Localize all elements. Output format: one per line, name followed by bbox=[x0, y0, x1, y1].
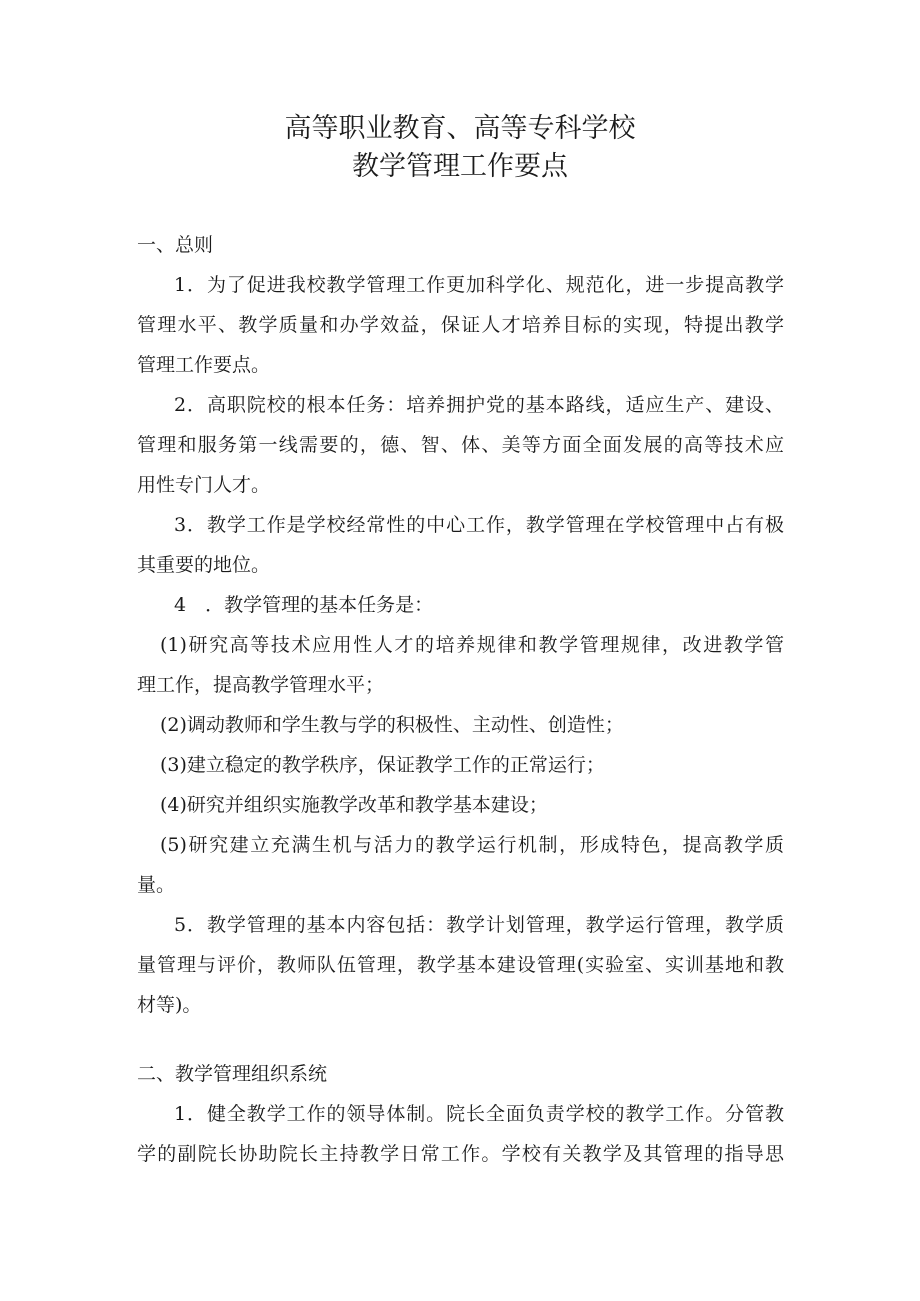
list-item-continuation: 理工作，提高教学管理水平； bbox=[137, 674, 385, 696]
paragraph-line: 学的副院长协助院长主持教学日常工作。学校有关教学及其管理的指导思 bbox=[137, 1143, 784, 1165]
paragraph-line: 3．教学工作是学校经常性的中心工作，教学管理在学校管理中占有极 bbox=[174, 514, 784, 536]
list-item: (2)调动教师和学生教与学的积极性、主动性、创造性； bbox=[160, 714, 624, 736]
paragraph-line: 2．高职院校的根本任务：培养拥护党的基本路线，适应生产、建设、 bbox=[174, 394, 784, 416]
document-title-line-2: 教学管理工作要点 bbox=[352, 151, 568, 182]
paragraph-line: 4 ．教学管理的基本任务是： bbox=[174, 594, 434, 616]
paragraph-line: 管理水平、教学质量和办学效益，保证人才培养目标的实现，特提出教学 bbox=[137, 314, 784, 336]
paragraph-line: 其重要的地位。 bbox=[137, 554, 271, 576]
paragraph-line: 管理工作要点。 bbox=[137, 354, 271, 376]
paragraph-line: 5．教学管理的基本内容包括：教学计划管理，教学运行管理，教学质 bbox=[174, 914, 784, 936]
section-heading-general: 一、总则 bbox=[137, 234, 214, 256]
paragraph-line: 1．为了促进我校教学管理工作更加科学化、规范化，进一步提高教学 bbox=[174, 274, 784, 296]
paragraph-line: 管理和服务第一线需要的，德、智、体、美等方面全面发展的高等技术应 bbox=[137, 434, 784, 456]
paragraph-line: 材等)。 bbox=[137, 994, 202, 1016]
list-item-continuation: 量。 bbox=[137, 874, 176, 896]
paragraph-line: 量管理与评价，教师队伍管理，教学基本建设管理(实验室、实训基地和教 bbox=[137, 954, 784, 976]
list-item: (3)建立稳定的教学秩序，保证教学工作的正常运行； bbox=[160, 754, 605, 776]
paragraph-line: 用性专门人才。 bbox=[137, 474, 271, 496]
list-item: (5)研究建立充满生机与活力的教学运行机制，形成特色，提高教学质 bbox=[160, 834, 784, 856]
list-item: (4)研究并组织实施教学改革和教学基本建设； bbox=[160, 794, 548, 816]
paragraph-line: 1．健全教学工作的领导体制。院长全面负责学校的教学工作。分管教 bbox=[174, 1103, 784, 1125]
section-heading-organization: 二、教学管理组织系统 bbox=[137, 1063, 328, 1085]
list-item: (1)研究高等技术应用性人才的培养规律和教学管理规律，改进教学管 bbox=[160, 634, 784, 656]
document-title-line-1: 高等职业教育、高等专科学校 bbox=[284, 113, 636, 144]
